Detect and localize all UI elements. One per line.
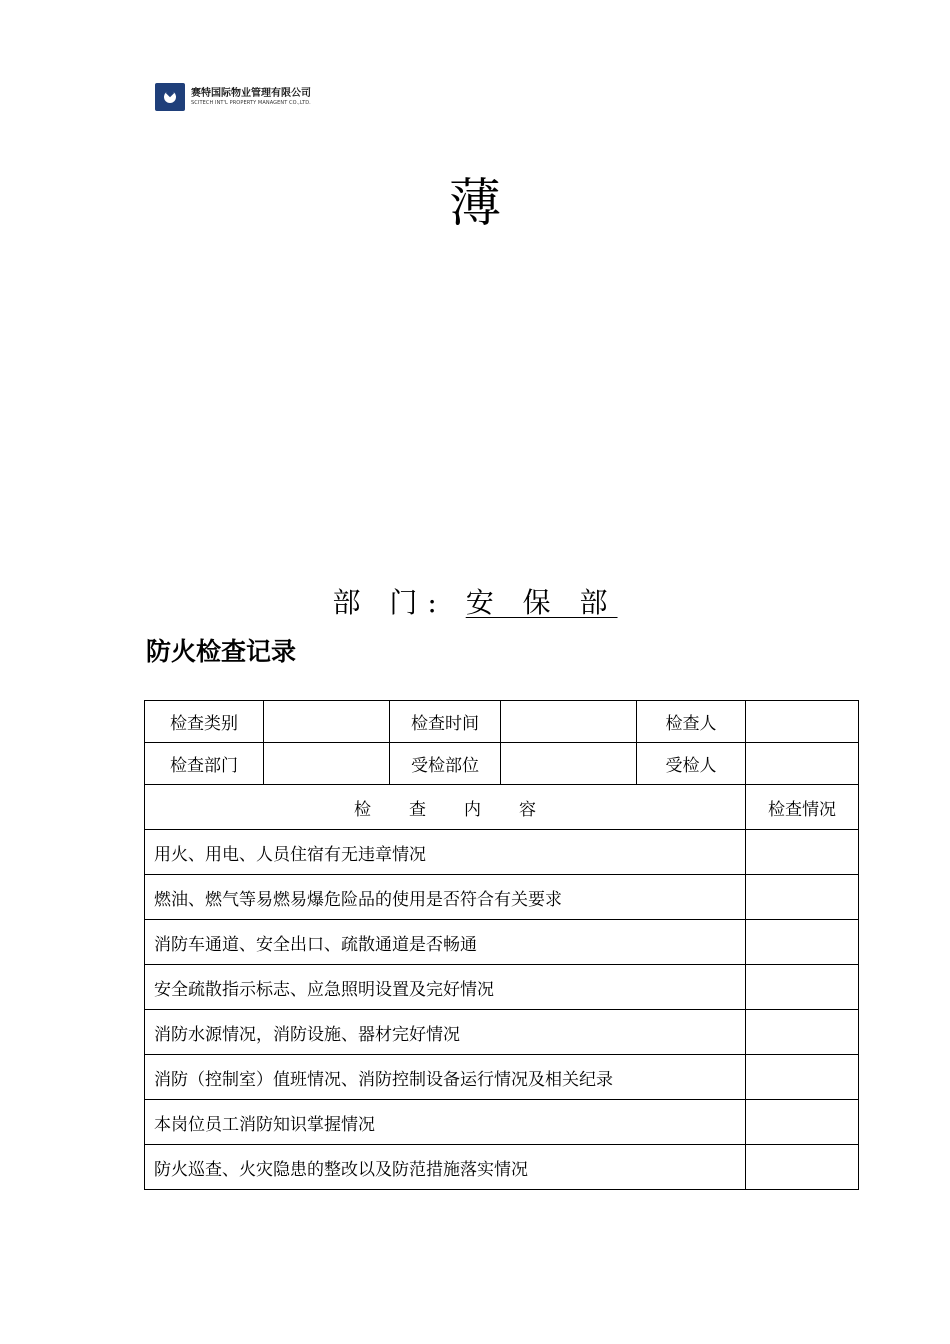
check-item-text: 用火、用电、人员住宿有无违章情况 (145, 830, 746, 875)
cover-title-char: 薄 (448, 174, 501, 234)
check-status-field[interactable] (746, 1055, 859, 1100)
label-cell: 检查人 (637, 701, 746, 743)
fire-inspection-table (144, 700, 859, 1190)
table-row (145, 830, 859, 875)
label-cell: 检查时间 (390, 701, 501, 743)
logo-mark-icon (155, 83, 185, 111)
check-status-field[interactable] (746, 1100, 859, 1145)
table-row (145, 1145, 859, 1190)
logo-company-name-cn: 赛特国际物业管理有限公司 (191, 87, 311, 99)
table-row (145, 701, 859, 743)
label-cell: 受检人 (637, 743, 746, 785)
inspected-location-field[interactable] (501, 743, 637, 785)
check-item-text: 消防（控制室）值班情况、消防控制设备运行情况及相关纪录 (145, 1055, 746, 1100)
inspector-field[interactable] (746, 701, 859, 743)
inspection-type-field[interactable] (264, 701, 390, 743)
content-header-cell (145, 785, 746, 830)
inspection-time-field[interactable] (501, 701, 637, 743)
check-status-field[interactable] (746, 1010, 859, 1055)
table-row (145, 743, 859, 785)
department-label: 部 门: (332, 586, 447, 619)
logo-company-name-en: SCITECH INT'L PROPERTY MANAGENT CO.,LTD. (191, 99, 311, 106)
check-status-field[interactable] (746, 875, 859, 920)
section-title: 防火检查记录 (146, 637, 297, 666)
company-logo (155, 82, 311, 112)
check-item-text: 燃油、燃气等易燃易爆危险品的使用是否符合有关要求 (145, 875, 746, 920)
table-row (145, 1010, 859, 1055)
check-status-field[interactable] (746, 920, 859, 965)
table-row (145, 1055, 859, 1100)
label-cell: 检查部门 (145, 743, 264, 785)
check-item-text: 本岗位员工消防知识掌握情况 (145, 1100, 746, 1145)
inspection-dept-field[interactable] (264, 743, 390, 785)
check-status-field[interactable] (746, 965, 859, 1010)
table-header-row (145, 785, 859, 830)
check-item-text: 消防车通道、安全出口、疏散通道是否畅通 (145, 920, 746, 965)
check-item-text: 消防水源情况，消防设施、器材完好情况 (145, 1010, 746, 1055)
label-cell: 检查类别 (145, 701, 264, 743)
inspected-person-field[interactable] (746, 743, 859, 785)
label-cell: 受检部位 (390, 743, 501, 785)
department-value: 安 保 部 (465, 586, 618, 619)
status-header: 检查情况 (746, 785, 859, 830)
table-row (145, 875, 859, 920)
table-row (145, 920, 859, 965)
table-row (145, 1100, 859, 1145)
table-row (145, 965, 859, 1010)
content-header: 检查内容 (354, 799, 574, 820)
check-status-field[interactable] (746, 1145, 859, 1190)
department-line (0, 583, 950, 623)
check-status-field[interactable] (746, 830, 859, 875)
check-item-text: 防火巡查、火灾隐患的整改以及防范措施落实情况 (145, 1145, 746, 1190)
check-item-text: 安全疏散指示标志、应急照明设置及完好情况 (145, 965, 746, 1010)
